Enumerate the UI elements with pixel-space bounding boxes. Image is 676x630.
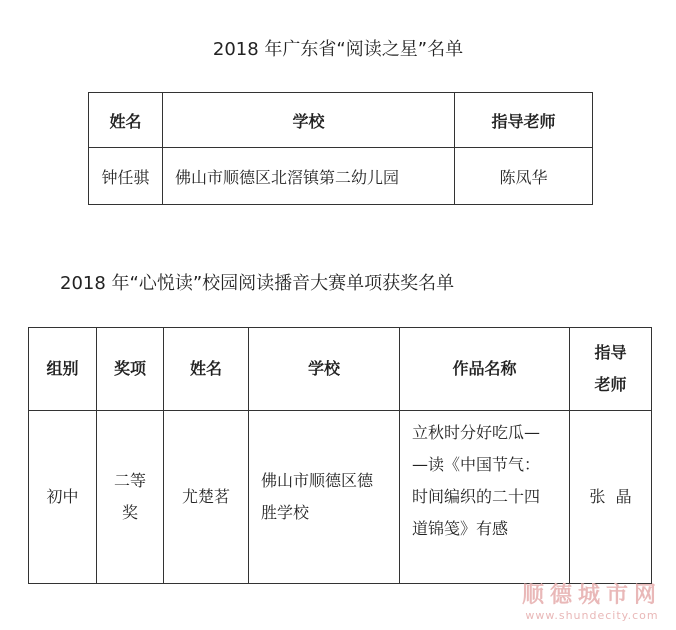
header-name: 姓名: [89, 93, 163, 148]
reading-star-table: [88, 92, 593, 205]
cell-school: 佛山市顺德区北滘镇第二幼儿园: [163, 148, 455, 205]
cell-school: [249, 411, 400, 584]
cell-work: [400, 411, 570, 584]
cell-award-line1: 二等: [113, 471, 146, 490]
header-teacher: [570, 328, 652, 411]
cell-work-line3: 时间编织的二十四: [412, 487, 541, 506]
header-award: 奖项: [97, 328, 164, 411]
section2-title: 2018 年“心悦读”校园阅读播音大赛单项获奖名单: [60, 273, 455, 294]
award-table: [28, 327, 652, 584]
header-teacher: 指导老师: [455, 93, 593, 148]
cell-group: 初中: [29, 411, 97, 584]
table-row: [29, 411, 652, 584]
watermark-url: www.shundecity.com: [525, 609, 659, 622]
cell-teacher: 张 晶: [570, 411, 652, 584]
table-row: [89, 148, 593, 205]
cell-school-line2: 胜学校: [261, 503, 310, 522]
table-header-row: [89, 93, 593, 148]
header-school: 学校: [249, 328, 400, 411]
cell-school-line1: 佛山市顺德区德: [261, 471, 374, 490]
cell-teacher: 陈凤华: [455, 148, 593, 205]
watermark-name: 顺德城市网: [521, 583, 662, 608]
header-school: 学校: [163, 93, 455, 148]
header-teacher-line2: 老师: [594, 375, 627, 394]
cell-name: 尤楚茗: [164, 411, 249, 584]
header-name: 姓名: [164, 328, 249, 411]
cell-work-line4: 道锦笺》有感: [412, 519, 509, 538]
cell-work-line2: —读《中国节气：: [412, 455, 541, 474]
cell-award-line2: 奖: [121, 503, 138, 522]
header-teacher-line1: 指导: [594, 343, 627, 362]
header-work: 作品名称: [400, 328, 570, 411]
site-watermark: [522, 583, 662, 622]
section1-title: 2018 年广东省“阅读之星”名单: [212, 39, 464, 60]
cell-work-line1: 立秋时分好吃瓜—: [412, 423, 541, 442]
table-header-row: [29, 328, 652, 411]
cell-award: [97, 411, 164, 584]
header-group: 组别: [29, 328, 97, 411]
cell-name: 钟任骐: [89, 148, 163, 205]
